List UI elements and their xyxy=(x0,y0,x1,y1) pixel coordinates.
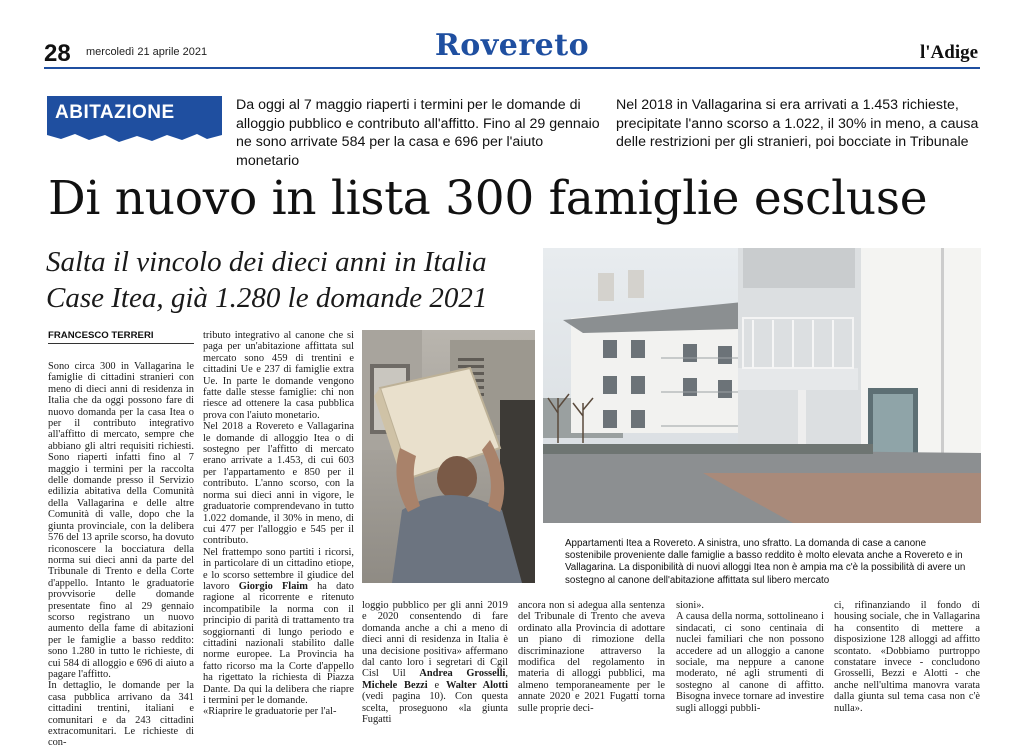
itea-apartments-photo-image xyxy=(543,248,981,523)
person-name: Walter Alotti xyxy=(445,679,509,691)
article-column-4 xyxy=(518,600,665,714)
subheadline-line-1: Salta il vincolo dei dieci anni in Italia xyxy=(46,246,487,278)
article-text: , xyxy=(505,668,508,680)
summary-left: Da oggi al 7 maggio riaperti i termini per le domande di alloggio pubblico e contributo all'affitto. Fino al 29 gennaio ne sono arrivate 584 per la casa e 696 per l'aiuto monetario xyxy=(236,97,600,169)
subheadline xyxy=(46,244,526,316)
subheadline-line-2: Case Itea, già 1.280 le domande 2021 xyxy=(46,282,488,314)
article-column-5 xyxy=(676,600,824,714)
article-text: Nel frattempo sono partiti i ricorsi, in particolare di un cittadino etiope, e lo scorso settembre il giudice del lavoro xyxy=(203,546,354,592)
page-number: 28 xyxy=(44,40,71,67)
article-paragraph: «Riaprire le graduatorie per l'al- xyxy=(203,706,337,718)
newspaper-name: l'Adige xyxy=(920,42,979,63)
article-column-6 xyxy=(834,600,980,714)
article-text: loggio pubblico per gli anni 2019 e 2020 consentendo di fare domanda anche a chi a meno di dieci anni di residenza in Italia è una decisione positiva» affermano dal canto loro i segretari di Cgil Cisl Uil xyxy=(362,600,508,680)
article-text: e xyxy=(427,679,446,691)
article-column-1 xyxy=(48,361,194,749)
article-paragraph: Sono circa 300 in Vallagarina le famiglie di cittadini stranieri con meno di dieci anni di residenza in Italia che da oggi possono fare di nuovo domanda per la casa Itea o per il contributo integrativo all'affitto di mercato, sempre che abbiano gli altri requisiti richiesti. Sono riaperti infatti fino al 7 maggio i termini per la raccolta delle domande presso il Servizio edilizia abitativa della Comunità della Vallagarina e delle altre Comunità di valle, dopo che la giunta provinciale, con la delibera 576 del 13 aprile scorso, ha dovuto riconoscere la bocciatura della norma sui dieci anni da parte del Tribunale di Trento e della Corte d'appello. Intanto le graduatorie provvisorie delle domande presentate fino al 29 gennaio scorso registrano un nuovo aumento della fame di abitazioni per le famiglie a basso reddito: sono 1.280 in tutto le richieste, di cui 584 di alloggio e 696 di aiuto a pagare l'affitto. xyxy=(48,361,194,680)
article-column-2 xyxy=(203,330,354,718)
itea-apartments-photo xyxy=(543,248,981,523)
article-paragraph xyxy=(203,547,354,707)
article-paragraph: A causa della norma, sottolineano i sindacati, ci sono centinaia di nuclei familiari che non possono accedere ad un alloggio a canone sociale, ma neppure a canone moderato, né agli strumenti di sostegno al canone di affitto. Bisogna invece tornare ad investire sugli alloggi pubbli- xyxy=(676,611,824,714)
article-column-3 xyxy=(362,600,508,725)
person-name: Andrea Grosselli xyxy=(419,668,506,680)
mountain-skyline-icon xyxy=(47,131,222,143)
article-paragraph: ci, rifinanziando il fondo di housing sociale, che in Vallagarina ha consentito di mettere a disposizione 128 alloggi ad affitto scontato. «Dobbiamo purtroppo constatare invece - concludono Grosselli, Bezzi e Alotti - che anche nell'ultima manovra varata dalla giunta sul tema casa non c'è nulla». xyxy=(834,600,980,714)
byline: FRANCESCO TERRERI xyxy=(48,330,154,341)
section-tag-label: ABITAZIONE xyxy=(55,102,175,123)
person-name: Giorgio Flaim xyxy=(238,580,308,592)
article-paragraph: ancora non si adegua alla sentenza del Tribunale di Trento che aveva ordinato alla Provincia di adottare un piano di rimozione della discriminazione attraverso la modifica del regolamento in materia di alloggi pubblici, ma almeno temporaneamente per le annate 2020 e 2021 Fugatti torna sulle proprie deci- xyxy=(518,600,665,714)
article-paragraph: sioni». xyxy=(676,600,705,611)
byline-block xyxy=(48,330,194,344)
article-paragraph: Nel 2018 a Rovereto e Vallagarina le domande di alloggio Itea o di sostegno per l'affitto di mercato erano arrivate a 1.453, di cui 603 per l'appartamento e 850 per il contributo. L'anno scorso, con la norma sui dieci anni in vigore, le graduatorie comprendevano in tutto 1.022 domande, il 30% in meno, di cui 477 per l'alloggio e 545 per il contributo. xyxy=(203,421,354,547)
eviction-photo-image xyxy=(362,330,535,583)
photo-caption: Appartamenti Itea a Rovereto. A sinistra, uno sfratto. La domanda di case a canone sostenibile proveniente dalle famiglie a basso reddito è molto elevata anche a Rovereto e in Vallagarina. La disponibilità di nuovi alloggi Itea non è ampia ma c'è la possibilità di avere un sostegno al canone dell'abitazione affittata sul libero mercato xyxy=(565,538,966,586)
byline-rule xyxy=(48,343,194,344)
article-text: (vedi pagina 10). Con questa scelta, proseguono «la giunta Fugatti xyxy=(362,691,508,726)
article-paragraph: In dettaglio, le domande per la casa pubblica arrivano da 341 cittadini trentini, italiani e comunitari e da 243 cittadini extracomunitari. Le richieste di con- xyxy=(48,680,194,749)
person-name: Michele Bezzi xyxy=(362,679,428,691)
article-paragraph: tributo integrativo al canone che si paga per un'abitazione affittata sul mercato sono 459 di trentini e cittadini Ue e 237 di famiglie extra Ue. In parte le domande vengono fatte dalle stesse famiglie: chi non riesce ad ottenere la casa pubblica prova con l'aiuto monetario. xyxy=(203,330,354,421)
article-text: ha dato ragione al ricorrente e ritenuto incompatibile la norma con il principio di parità di trattamento tra soggiornanti di lungo periodo e cittadini nazionali stabilito dalle norme europee. La Provincia ha fatto ricorso ma la Corte d'appello ha rigettato la richiesta di Piazza Dante. Da qui la delibera che riapre i termini per le domande. xyxy=(203,580,354,706)
summary-right: Nel 2018 in Vallagarina si era arrivati a 1.453 richieste, precipitate l'anno scorso a 1.022, il 30% in meno, a causa delle restrizioni per gli stranieri, poi bocciate in Tribunale xyxy=(616,97,979,150)
section-tag xyxy=(47,96,222,134)
section-title: Rovereto xyxy=(434,28,590,63)
headline: Di nuovo in lista 300 famiglie escluse xyxy=(48,171,928,226)
publication-date: mercoledì 21 aprile 2021 xyxy=(86,46,208,58)
article-paragraph xyxy=(362,600,508,725)
masthead-rule xyxy=(44,67,980,69)
eviction-photo xyxy=(362,330,535,583)
